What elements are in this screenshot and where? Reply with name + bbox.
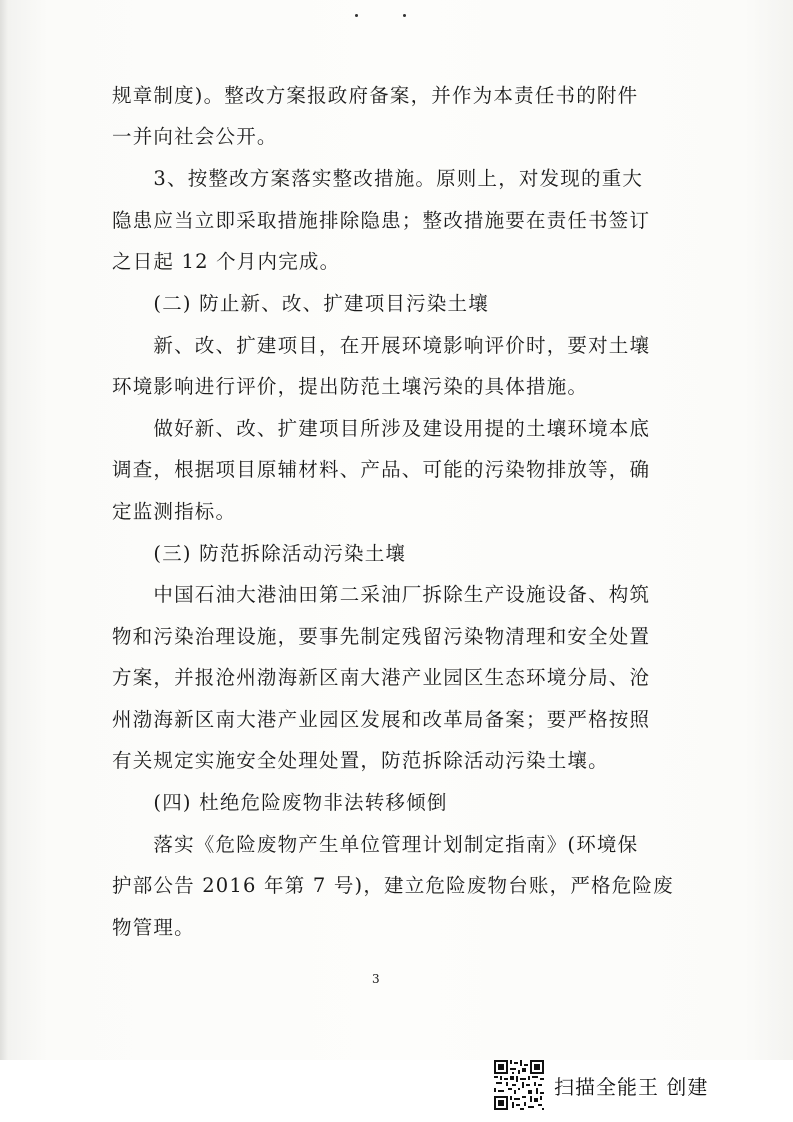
text-line: 方案，并报沧州渤海新区南大港产业园区生态环境分局、沧 — [112, 666, 651, 689]
text-line: 3、按整改方案落实整改措施。原则上，对发现的重大 — [112, 167, 644, 190]
section-heading: (四) 杜绝危险废物非法转移倾倒 — [112, 791, 448, 814]
text-line: 环境影响进行评价，提出防范土壤污染的具体措施。 — [112, 375, 589, 398]
text-line: 一并向社会公开。 — [112, 125, 278, 148]
qr-code-icon — [494, 1060, 544, 1110]
text-line: 物管理。 — [112, 916, 195, 939]
text-line: 州渤海新区南大港产业园区发展和改革局备案；要严格按照 — [112, 708, 651, 731]
text-line: 有关规定实施安全处理处置，防范拆除活动污染土壤。 — [112, 749, 609, 772]
text-line: 定监测指标。 — [112, 500, 237, 523]
text-line: 新、改、扩建项目，在开展环境影响评价时，要对土壤 — [112, 334, 651, 357]
text-line: 隐患应当立即采取措施排除隐患；整改措施要在责任书签订 — [112, 209, 651, 232]
section-heading: (三) 防范拆除活动污染土壤 — [112, 542, 407, 565]
text-line: 调查，根据项目原辅材料、产品、可能的污染物排放等，确 — [112, 458, 651, 481]
text-line: 做好新、改、扩建项目所涉及建设用提的土壤环境本底 — [112, 417, 651, 440]
scan-dot — [403, 14, 406, 17]
scan-dot — [355, 14, 358, 17]
section-heading: (二) 防止新、改、扩建项目污染土壤 — [112, 292, 489, 315]
scan-marks — [345, 14, 425, 24]
text-line: 落实《危险废物产生单位管理计划制定指南》(环境保 — [112, 833, 639, 856]
page-number: 3 — [372, 972, 380, 986]
text-line: 之日起 12 个月内完成。 — [112, 250, 341, 273]
scanner-watermark: 扫描全能王 创建 — [554, 1075, 709, 1099]
page-edge-shadow — [0, 0, 8, 1060]
text-line: 规章制度)。整改方案报政府备案，并作为本责任书的附件 — [112, 84, 639, 107]
text-line: 物和污染治理设施，要事先制定残留污染物清理和安全处置 — [112, 625, 651, 648]
text-line: 护部公告 2016 年第 7 号)，建立危险废物台账，严格危险废 — [112, 874, 674, 897]
text-line: 中国石油大港油田第二采油厂拆除生产设施设备、构筑 — [112, 583, 651, 606]
